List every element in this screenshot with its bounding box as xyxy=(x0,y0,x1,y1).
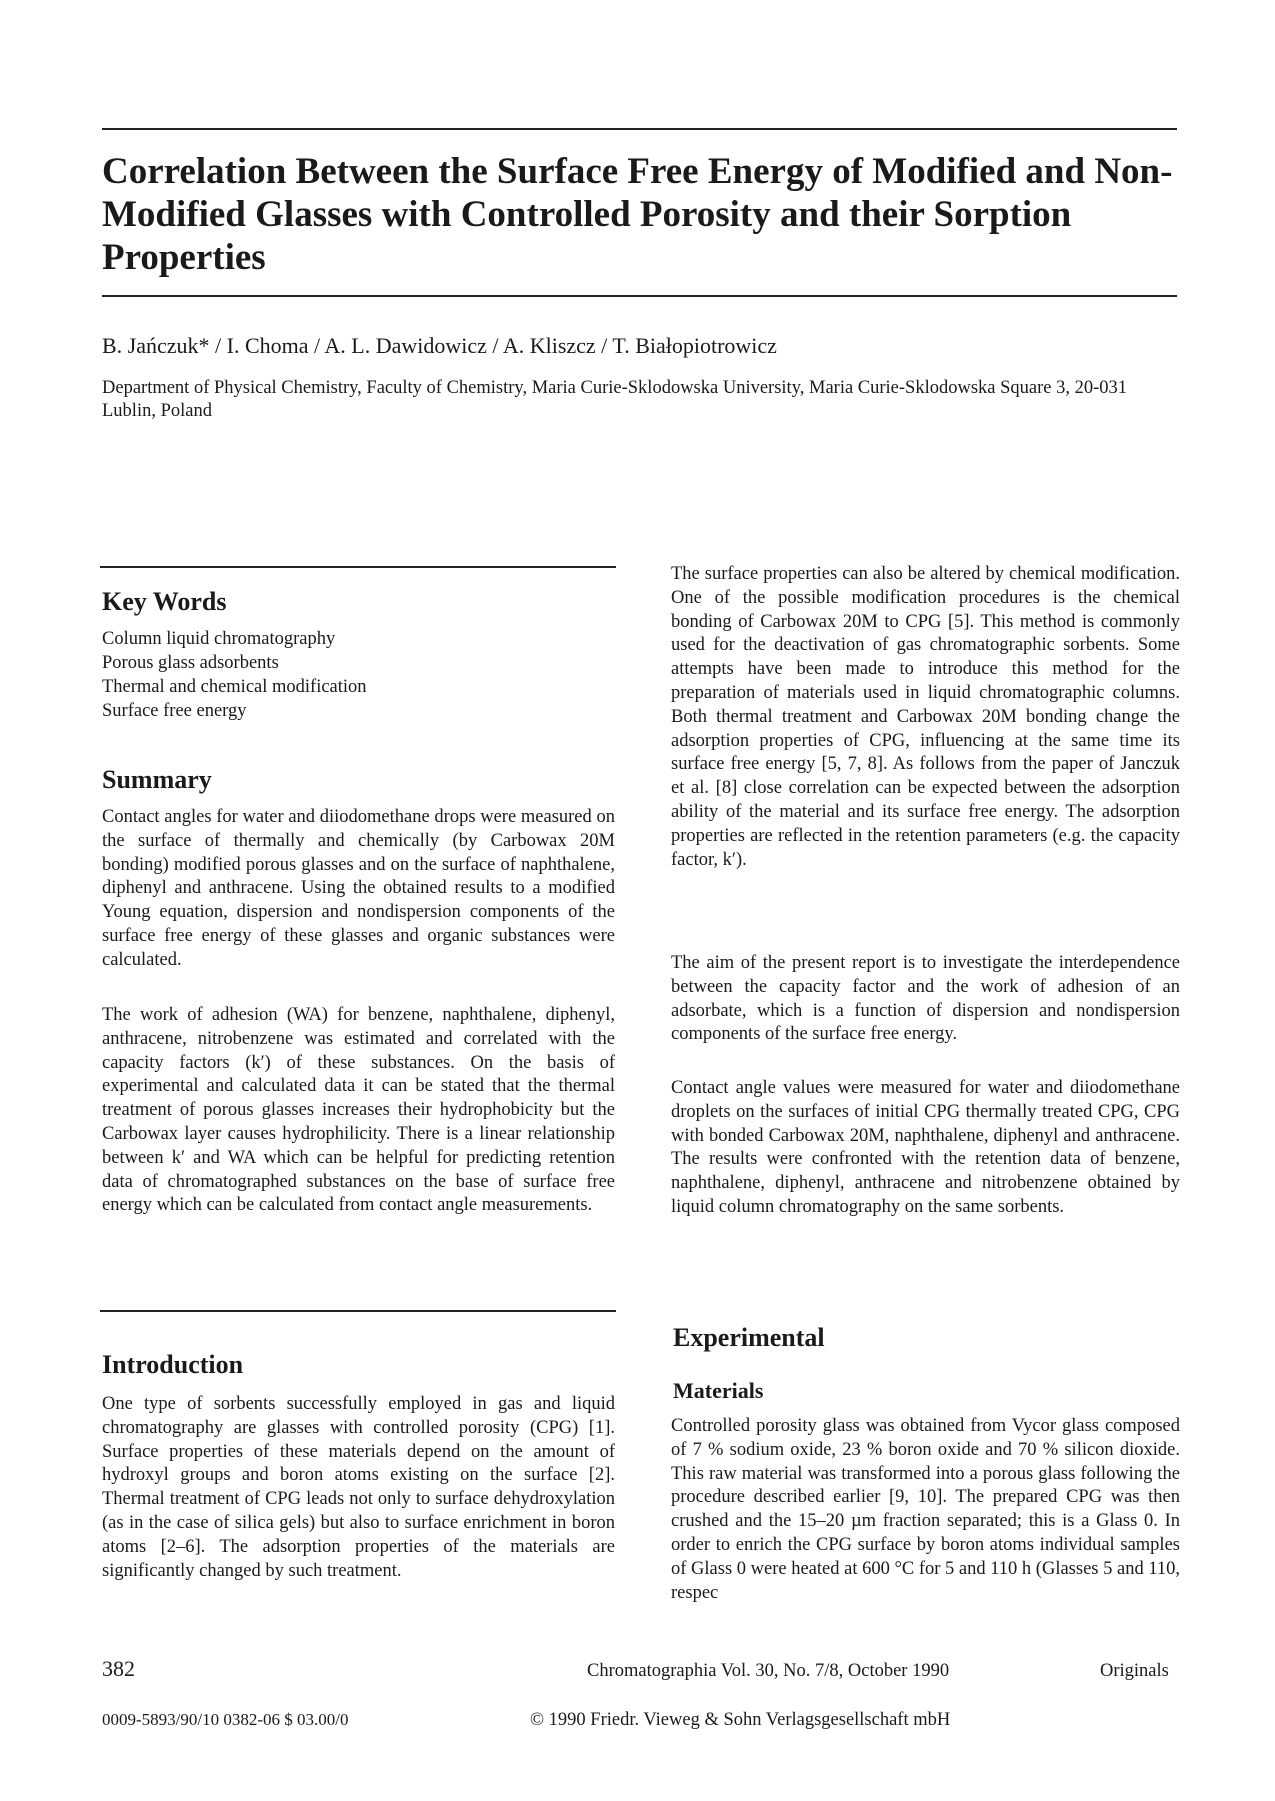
right-paragraph-2: The aim of the present report is to investigate the interdependence between the capacity factor and the work of adhesion of an adsorbate, which is a function of dispersion and nondispersion components of the surface free energy. xyxy=(671,953,1180,1045)
introduction-heading: Introduction xyxy=(102,1350,244,1379)
summary-paragraph-1: Contact angles for water and diiodomethane drops were measured on the surface of thermally and chemically (by Carbowax 20M bonding) modified porous glasses and on the surface of naphthalene, diphenyl and anthracene. Using the obtained results to a modified Young equation, dispersion and nondispersion components of the surface free energy of these glasses and organic substances were calculated. xyxy=(102,807,615,970)
copyright-line: © 1990 Friedr. Vieweg & Sohn Verlagsgesellschaft mbH xyxy=(530,1710,951,1730)
section-label: Originals xyxy=(1100,1661,1169,1681)
materials-paragraph-1: Controlled porosity glass was obtained from Vycor glass composed of 7 % sodium oxide, 23 % boron oxide and 70 % silicon dioxide. This raw material was transformed into a porous glass following the procedure described earlier [9, 10]. The prepared CPG was then crushed and the 15–20 µm fraction separated; this is a Glass 0. In order to enrich the CPG surface by boron atoms individual samples of Glass 0 were heated at 600 °C for 5 and 110 h (Glasses 5 and 110, respec xyxy=(671,1416,1181,1603)
title-rule xyxy=(102,295,1177,297)
materials-subheading: Materials xyxy=(673,1378,764,1403)
experimental-heading: Experimental xyxy=(673,1323,825,1352)
summary-heading: Summary xyxy=(102,765,212,794)
keyword-item: Surface free energy xyxy=(102,701,247,721)
article-code: 0009-5893/90/10 0382-06 $ 03.00/0 xyxy=(102,1710,349,1729)
summary-paragraph-2: The work of adhesion (WA) for benzene, naphthalene, diphenyl, anthracene, nitrobenzene was estimated and correlated with the capacity factors (k′) of these substances. On the basis of experimental and calculated data it can be stated that the thermal treatment of porous glasses increases their hydrophobicity but the Carbowax layer causes hydrophilicity. There is a linear relationship between k′ and WA which can be helpful for predicting retention data of chromatographed substances on the base of surface free energy which can be calculated from contact angle measurements. xyxy=(102,1005,615,1216)
summary-rule xyxy=(100,1310,616,1312)
right-paragraph-1: The surface properties can also be altered by chemical modification. One of the possible modification procedures is the chemical bonding of Carbowax 20M to CPG [5]. This method is commonly used for the deactivation of gas chromatographic sorbents. Some attempts have been made to introduce this method for the preparation of materials used in liquid chromatographic columns. Both thermal treatment and Carbowax 20M bonding change the adsorption properties of CPG, influencing at the same time its surface free energy [5, 7, 8]. As follows from the paper of Janczuk et al. [8] close correlation can be expected between the adsorption ability of the material and its surface free energy. The adsorption properties are reflected in the retention parameters (e.g. the capacity factor, k′). xyxy=(671,564,1180,870)
author-list: B. Jańczuk* / I. Choma / A. L. Dawidowicz / A. Kliszcz / T. Białopiotrowicz xyxy=(102,333,777,358)
page-number: 382 xyxy=(102,1656,135,1681)
keywords-rule xyxy=(100,566,616,568)
keywords-heading: Key Words xyxy=(102,587,227,616)
top-rule xyxy=(102,128,1177,130)
introduction-paragraph-1: One type of sorbents successfully employed in gas and liquid chromatography are glasses with controlled porosity (CPG) [1]. Surface properties of these materials depend on the amount of hydroxyl groups and boron atoms existing on the surface [2]. Thermal treatment of CPG leads not only to surface dehydroxylation (as in the case of silica gels) but also to surface enrichment in boron atoms [2–6]. The adsorption properties of the materials are significantly changed by such treatment. xyxy=(102,1394,615,1581)
keyword-item: Thermal and chemical modification xyxy=(102,677,367,697)
affiliation: Department of Physical Chemistry, Faculty of Chemistry, Maria Curie-Sklodowska University, Maria Curie-Sklodowska Square 3, 20-031 Lublin, Poland xyxy=(102,378,1128,421)
journal-citation: Chromatographia Vol. 30, No. 7/8, October 1990 xyxy=(587,1661,950,1681)
keyword-item: Porous glass adsorbents xyxy=(102,653,279,673)
right-paragraph-3: Contact angle values were measured for water and diiodomethane droplets on the surfaces of initial CPG thermally treated CPG, CPG with bonded Carbowax 20M, naphthalene, diphenyl and anthracene. The results were confronted with the retention data of benzene, naphthalene, diphenyl, anthracene and nitrobenzene obtained by liquid column chromatography on the same sorbents. xyxy=(671,1078,1180,1217)
paper-title: Correlation Between the Surface Free Energy of Modified and Non-Modified Glasses with Controlled Porosity and their Sorption Properties xyxy=(102,151,1173,278)
keyword-item: Column liquid chromatography xyxy=(102,629,336,649)
